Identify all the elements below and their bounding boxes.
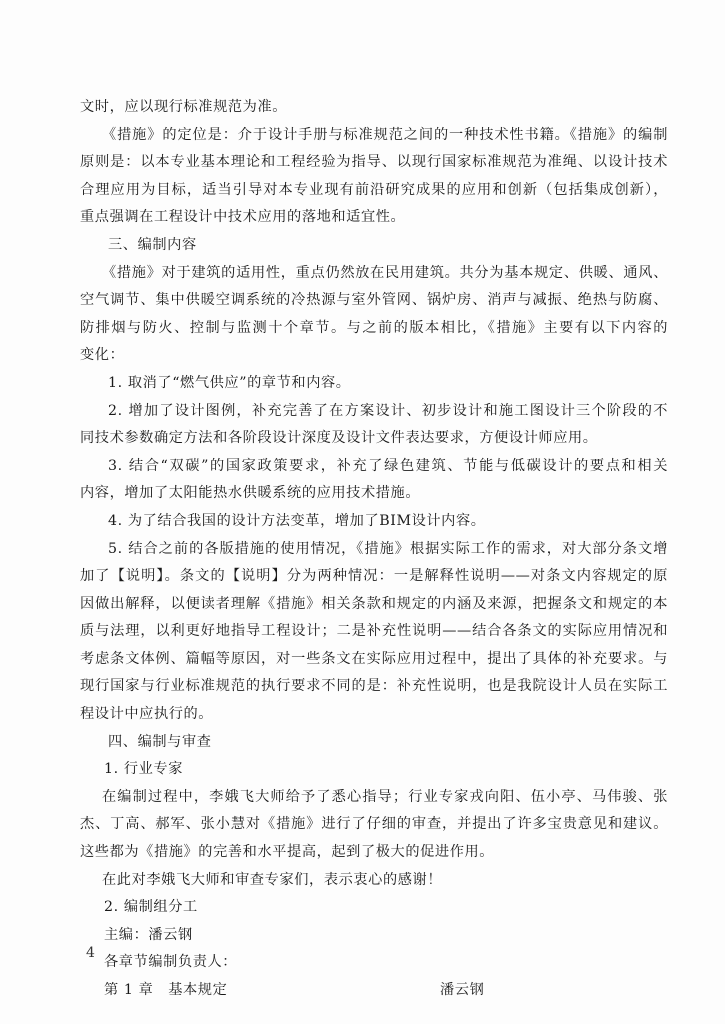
text-line: 程设计中应执行的。 [80,706,214,723]
page-number: 4 [86,945,95,961]
text-line: 合理应用为目标，适当引导对本专业现有前沿研究成果的应用和创新（包括集成创新）， [80,181,668,198]
sub-heading-team: 2. 编制组分工 [104,899,198,916]
chapter-person: 潘云钢 [440,982,485,998]
text-line: 重点强调在工程设计中技术应用的落地和适宜性。 [80,209,406,226]
body-text [80,94,668,1005]
text-line: 考虑条文体例、篇幅等原因，对一些条文在实际应用过程中，提出了具体的补充要求。与 [80,650,668,667]
sub-heading-experts: 1. 行业专家 [104,761,183,778]
text-line: 变化： [80,347,125,364]
text-line: 质与法理，以利更好地指导工程设计；二是补充性说明——结合各条文的实际应用情况和 [80,623,668,640]
text-line: 现行国家与行业标准规范的执行要求不同的是：补充性说明，也是我院设计人员在实际工 [80,678,668,695]
section-heading-4: 四、编制与审查 [108,733,212,750]
text-line: 空气调节、集中供暖空调系统的冷热源与室外管网、锅炉房、消声与减振、绝热与防腐、 [80,292,668,309]
text-line: 原则是：以本专业基本理论和工程经验为指导、以现行国家标准规范为准绳、以设计技术 [80,154,668,171]
list-item: 2. 增加了设计图例，补充完善了在方案设计、初步设计和施工图设计三个阶段的不 [108,402,668,419]
chapter-row [80,977,668,1005]
list-item: 5. 结合之前的各版措施的使用情况，《措施》根据实际工作的需求，对大部分条文增 [108,540,668,557]
text-line: 这些都为《措施》的完善和水平提高，起到了极大的促进作用。 [80,844,495,861]
text-line: 杰、丁高、郝军、张小慧对《措施》进行了仔细的审查，并提出了许多宝贵意见和建议。 [80,816,668,833]
text-line: 文时，应以现行标准规范为准。 [80,99,288,115]
text-line: 加了【说明】。条文的【说明】分为两种情况：一是解释性说明——对条文内容规定的原 [80,568,668,585]
list-item: 3. 结合“双碳”的国家政策要求，补充了绿色建筑、节能与低碳设计的要点和相关 [108,457,668,474]
text-line: 在此对李娥飞大师和审查专家们，表示衷心的感谢！ [102,871,443,888]
section-heading-3: 三、编制内容 [108,236,197,253]
chapter-label: 第 1 章 基本规定 [104,982,228,998]
chief-editor: 主编：潘云钢 [104,926,193,943]
list-item: 4. 为了结合我国的设计方法变革，增加了BIM设计内容。 [108,512,486,529]
text-line: 防排烟与防火、控制与监测十个章节。与之前的版本相比，《措施》主要有以下内容的 [80,319,668,336]
text-line: 同技术参数确定方法和各阶段设计深度及设计文件表达要求，方便设计师应用。 [80,430,598,447]
text-line: 在编制过程中，李娥飞大师给予了悉心指导；行业专家戎向阳、伍小亭、马伟骏、张 [102,788,668,805]
list-item: 1. 取消了“燃气供应”的章节和内容。 [108,374,351,391]
text-line: 《措施》的定位是：介于设计手册与标准规范之间的一种技术性书籍。《措施》的编制 [102,126,668,143]
text-line: 《措施》对于建筑的适用性，重点仍然放在民用建筑。共分为基本规定、供暖、通风、 [102,264,668,281]
chapter-heads-label: 各章节编制负责人： [104,954,238,971]
text-line: 因做出解释，以便读者理解《措施》相关条款和规定的内涵及来源，把握条文和规定的本 [80,595,668,612]
text-line: 内容，增加了太阳能热水供暖系统的应用技术措施。 [80,485,421,502]
